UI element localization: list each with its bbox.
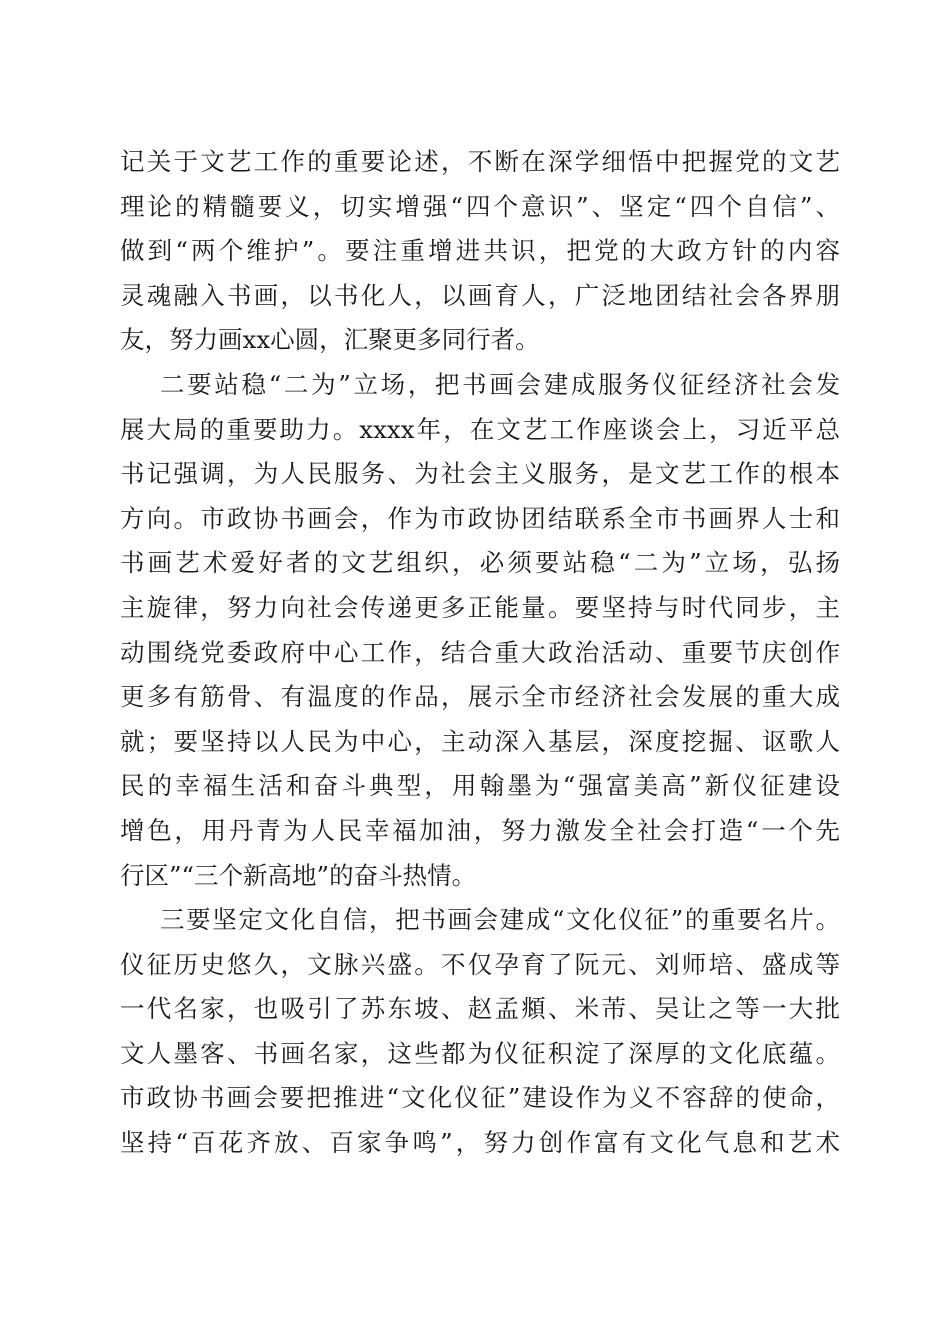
text-line: 展大局的重要助力。xxxx年，在文艺工作座谈会上，习近平总 bbox=[120, 414, 840, 444]
text-line: 理论的精髓要义，切实增强“四个意识”、坚定“四个自信”、 bbox=[120, 191, 840, 221]
paragraph-first-line: 三要坚定文化自信，把书画会建成“文化仪征”的重要名片。 bbox=[160, 905, 840, 935]
text-line: 灵魂融入书画，以书化人，以画育人，广泛地团结社会各界朋 bbox=[120, 280, 840, 310]
text-line: 一代名家，也吸引了苏东坡、赵孟頫、米芾、吴让之等一大批 bbox=[120, 994, 840, 1024]
text-line: 书记强调，为人民服务、为社会主义服务，是文艺工作的根本 bbox=[120, 459, 840, 489]
text-line: 友，努力画xx心圆，汇聚更多同行者。 bbox=[120, 325, 540, 355]
text-line: 做到“两个维护”。要注重增进共识，把党的大政方针的内容 bbox=[120, 236, 840, 266]
text-line: 增色，用丹青为人民幸福加油，努力激发全社会打造“一个先 bbox=[120, 815, 840, 845]
text-line: 市政协书画会要把推进“文化仪征”建设作为义不容辞的使命， bbox=[120, 1083, 840, 1113]
text-line: 方向。市政协书画会，作为市政协团结联系全市书画界人士和 bbox=[120, 503, 840, 533]
text-line: 文人墨客、书画名家，这些都为仪征积淀了深厚的文化底蕴。 bbox=[120, 1038, 840, 1068]
text-line: 动围绕党委政府中心工作，结合重大政治活动、重要节庆创作 bbox=[120, 637, 840, 667]
body-text bbox=[120, 140, 840, 1166]
text-line: 仪征历史悠久，文脉兴盛。不仅孕育了阮元、刘师培、盛成等 bbox=[120, 949, 840, 979]
text-line: 就；要坚持以人民为中心，主动深入基层，深度挖掘、讴歌人 bbox=[120, 726, 840, 756]
text-line: 主旋律，努力向社会传递更多正能量。要坚持与时代同步，主 bbox=[120, 592, 840, 622]
text-line: 坚持“百花齐放、百家争鸣”，努力创作富有文化气息和艺术 bbox=[120, 1128, 840, 1158]
text-line: 书画艺术爱好者的文艺组织，必须要站稳“二为”立场，弘扬 bbox=[120, 548, 840, 578]
text-line: 记关于文艺工作的重要论述，不断在深学细悟中把握党的文艺 bbox=[120, 147, 840, 176]
text-line: 行区”“三个新高地”的奋斗热情。 bbox=[120, 860, 477, 890]
paragraph-first-line: 二要站稳“二为”立场，把书画会建成服务仪征经济社会发 bbox=[160, 369, 840, 399]
text-line: 更多有筋骨、有温度的作品，展示全市经济社会发展的重大成 bbox=[120, 682, 840, 712]
text-line: 民的幸福生活和奋斗典型，用翰墨为“强富美高”新仪征建设 bbox=[120, 771, 840, 801]
